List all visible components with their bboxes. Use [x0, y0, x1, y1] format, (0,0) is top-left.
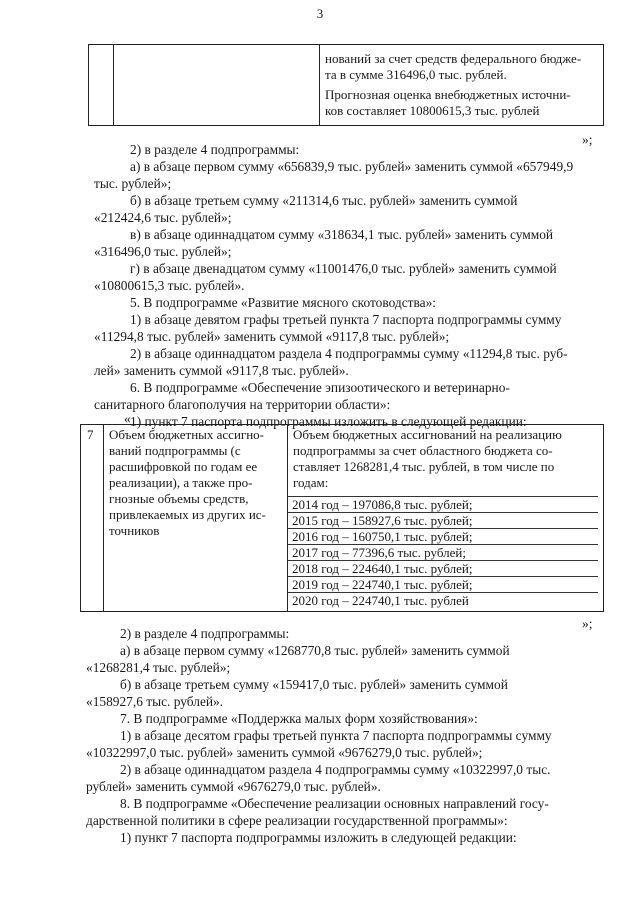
paragraph-line: «10322997,0 тыс. рублей» заменить суммой «9676279,0 тыс. рублей»; [86, 745, 483, 760]
paragraph-line: б) в абзаце третьем сумму «159417,0 тыс. рублей» заменить суммой [120, 677, 508, 692]
paragraph-line: б) в абзаце третьем сумму «211314,6 тыс. рублей» заменить суммой [130, 193, 518, 208]
table-cell-text: точников [109, 523, 160, 538]
year-row: 2020 год – 224740,1 тыс. рублей [288, 592, 598, 608]
table-cell-text: ставляет 1268281,4 тыс. рублей, в том числе по [293, 459, 555, 474]
paragraph-line: «212424,6 тыс. рублей»; [94, 210, 232, 225]
table-cell-label [113, 45, 320, 125]
table-continuation [88, 44, 604, 126]
paragraph-line: 5. В подпрограмме «Развитие мясного скотоводства»: [130, 295, 437, 310]
paragraph-line: 2) в разделе 4 подпрограммы: [120, 626, 290, 641]
table-cell-text: ваний подпрограммы (с [109, 443, 241, 458]
paragraph-line: а) в абзаце первом сумму «1268770,8 тыс. рублей» заменить суммой [120, 643, 510, 658]
paragraph-line: 2) в разделе 4 подпрограммы: [130, 142, 300, 157]
paragraph-line: а) в абзаце первом сумму «656839,9 тыс. рублей» заменить суммой «657949,9 [130, 159, 574, 174]
paragraph-line: лей» заменить суммой «9117,8 тыс. рублей». [94, 363, 349, 378]
paragraph-line: 7. В подпрограмме «Поддержка малых форм хозяйствования»: [120, 711, 478, 726]
paragraph-line: 8. В подпрограмме «Обеспечение реализации основных направлений госу- [120, 796, 549, 811]
year-row: 2014 год – 197086,8 тыс. рублей; [288, 496, 598, 512]
table-cell-text: расшифровкой по годам ее [109, 459, 258, 474]
closing-quote: »; [582, 132, 593, 147]
table-cell-num [89, 45, 114, 125]
paragraph-line: дарственной политики в сфере реализации государственной программы»: [86, 813, 508, 828]
table-cell-num [81, 425, 104, 611]
year-row: 2019 год – 224740,1 тыс. рублей; [288, 576, 598, 592]
paragraph-line: 6. В подпрограмме «Обеспечение эпизоотического и ветеринарно- [130, 380, 510, 395]
paragraph-line: в) в абзаце одиннадцатом сумму «318634,1 тыс. рублей» заменить суммой [130, 227, 554, 242]
table-cell-text: подпрограммы за счет областного бюджета со- [293, 443, 553, 458]
table-cell-text: Объем бюджетных ассигнований на реализацию [293, 427, 562, 442]
table-row-number: 7 [87, 427, 94, 442]
paragraph-line: «10800615,3 тыс. рублей». [94, 278, 245, 293]
paragraph-line: санитарного благополучия на территории области»: [94, 397, 391, 412]
paragraph-line: 2) в абзаце одиннадцатом раздела 4 подпрограммы сумму «10322997,0 тыс. [120, 762, 551, 777]
opening-quote: « [124, 411, 131, 426]
year-row: 2017 год – 77396,6 тыс. рублей; [288, 544, 598, 560]
paragraph-line: тыс. рублей»; [94, 176, 172, 191]
table-cell-text: годам: [293, 475, 329, 490]
table-cell-text: та в сумме 316496,0 тыс. рублей. [325, 67, 507, 82]
paragraph-line: 1) в абзаце десятом графы третьей пункта 7 паспорта подпрограммы сумму [120, 728, 552, 743]
year-row: 2016 год – 160750,1 тыс. рублей; [288, 528, 598, 544]
paragraph-line: 2) в абзаце одиннадцатом раздела 4 подпрограммы сумму «11294,8 тыс. руб- [130, 346, 568, 361]
paragraph-line: 1) пункт 7 паспорта подпрограммы изложить в следующей редакции: [130, 414, 527, 429]
paragraph-line: «11294,8 тыс. рублей» заменить суммой «9117,8 тыс. рублей»; [94, 329, 450, 344]
closing-quote: »; [582, 616, 593, 631]
table-cell-text: нований за счет средств федерального бюдже- [325, 51, 582, 66]
table-cell-text: реализации), а также про- [109, 475, 253, 490]
page-number: 3 [316, 6, 324, 21]
paragraph-line: г) в абзаце двенадцатом сумму «11001476,0 тыс. рублей» заменить суммой [130, 261, 557, 276]
paragraph-line: 1) в абзаце девятом графы третьей пункта 7 паспорта подпрограммы сумму [130, 312, 562, 327]
table-cell-text: Объем бюджетных ассигно- [109, 427, 265, 442]
paragraph-line: «1268281,4 тыс. рублей»; [86, 660, 231, 675]
paragraph-line: «158927,6 тыс. рублей». [86, 694, 224, 709]
table-cell-text: привлекаемых из других ис- [109, 507, 266, 522]
year-row: 2018 год – 224640,1 тыс. рублей; [288, 560, 598, 576]
table-cell-text: Прогнозная оценка внебюджетных источни- [325, 87, 571, 102]
paragraph-line: «316496,0 тыс. рублей»; [94, 244, 232, 259]
table-cell-text: ков составляет 10800615,3 тыс. рублей [325, 103, 540, 118]
table-cell-text: гнозные объемы средств, [109, 491, 249, 506]
year-row: 2015 год – 158927,6 тыс. рублей; [288, 512, 598, 528]
paragraph-line: 1) пункт 7 паспорта подпрограммы изложить в следующей редакции: [120, 830, 517, 845]
paragraph-line: рублей» заменить суммой «9676279,0 тыс. рублей». [86, 779, 381, 794]
